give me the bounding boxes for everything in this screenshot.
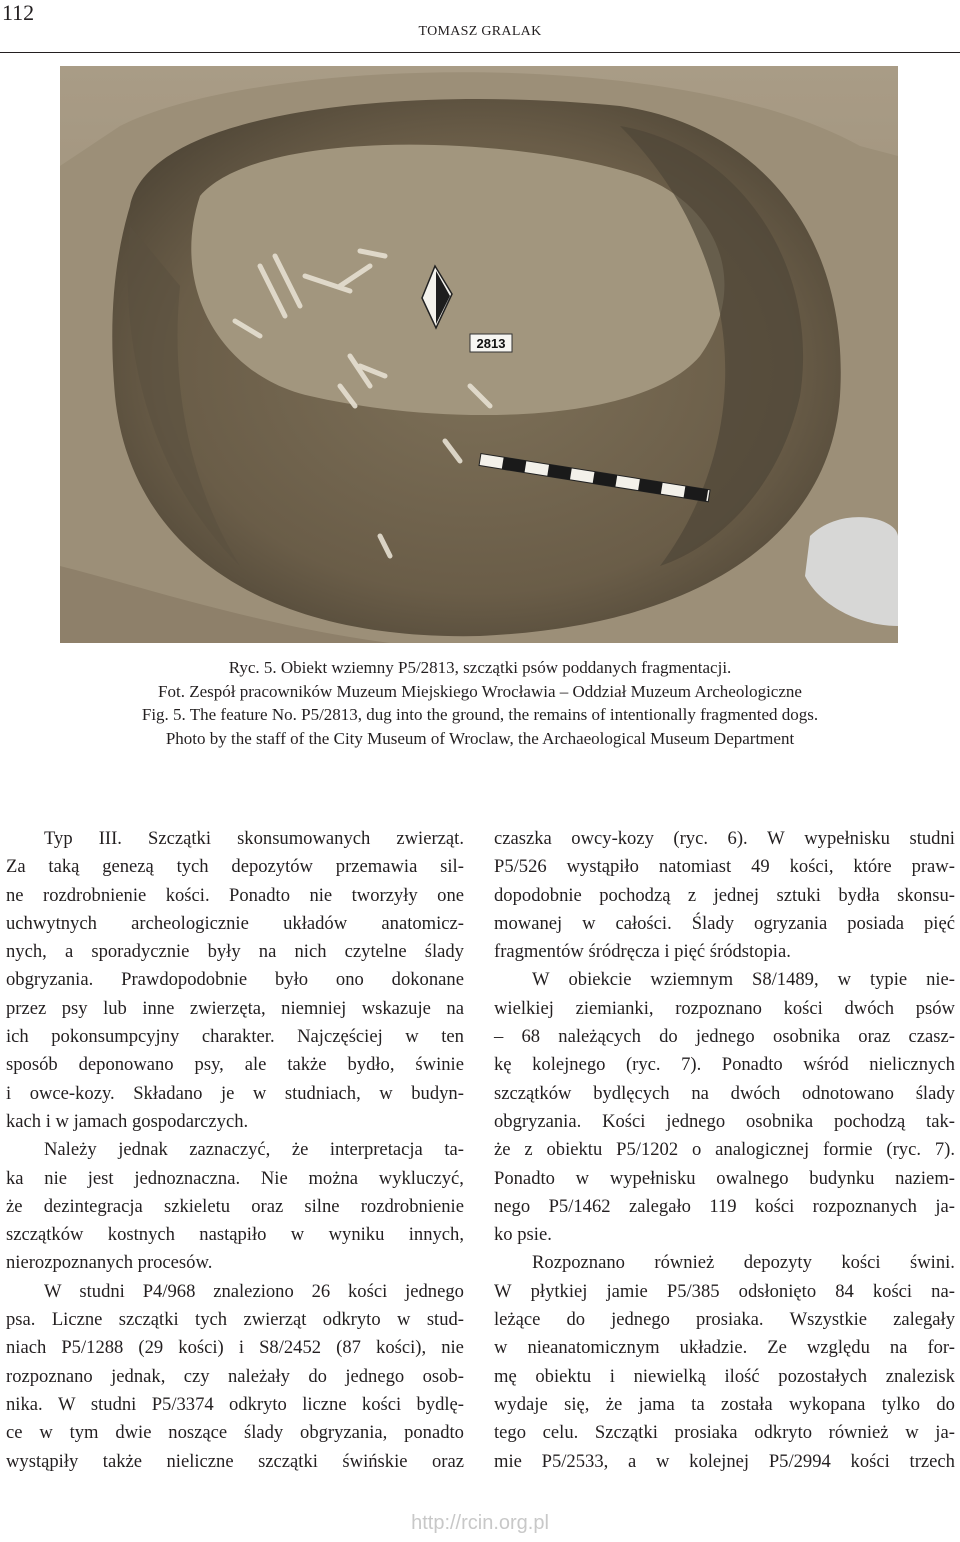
figure-caption: [40, 656, 920, 750]
text-line: Należy jednak zaznaczyć, że interpretacja ta-: [44, 1139, 464, 1161]
text-line: uchwytnych archeologicznie układów anatomicz-: [6, 912, 464, 934]
text-line: Typ III. Szczątki skonsumowanych zwierząt.: [44, 828, 464, 849]
text-line: ce w tym dwie noszące ślady obgryzania, ponadto: [6, 1422, 464, 1444]
text-line: i owce-kozy. Składano je w studniach, w budyn-: [6, 1082, 464, 1104]
photo-label: 2813: [476, 336, 506, 351]
text-line: przez psy lub inne zwierzęta, niemniej wskazuje na: [6, 997, 464, 1019]
text-line: nych, a sporadycznie były na nich czytelne ślady: [6, 941, 464, 963]
text-line: nika. W studni P5/3374 odkryto liczne kości bydlę-: [6, 1393, 464, 1415]
text-line: szczątków kostnych nastąpiło w wyniku innych,: [6, 1224, 464, 1246]
text-line: W płytkiej jamie P5/385 odsłonięto 84 kości na-: [494, 1280, 955, 1302]
text-line: ne rozdrobnienie kości. Ponadto nie tworzyły one: [6, 884, 464, 906]
running-head: TOMASZ GRALAK: [418, 24, 542, 39]
header-rule: [0, 52, 960, 53]
caption-line: Fot. Zespół pracowników Muzeum Miejskiego Wrocławia – Oddział Muzeum Archeologiczne: [158, 681, 802, 701]
caption-line: Ryc. 5. Obiekt wziemny P5/2813, szczątki psów poddanych fragmentacji.: [228, 658, 732, 677]
text-line: leżące do jednego prosiaka. Wszystkie zalegały: [494, 1309, 955, 1331]
text-line: dopodobnie pochodzą z jednej sztuki bydła skonsu-: [494, 884, 955, 906]
caption-line: Fig. 5. The feature No. P5/2813, dug into the ground, the remains of intentionally fragmented dogs.: [141, 705, 819, 724]
text-line: szczątków bydlęcych na dwóch odnotowano ślady: [494, 1082, 955, 1104]
text-line: kę kolejnego (ryc. 7). Ponadto wśród nielicznych: [494, 1054, 955, 1076]
text-line: obgryzania. Kości jednego osobnika pochodzą tak-: [494, 1110, 955, 1132]
text-line: W obiekcie wziemnym S8/1489, w typie nie-: [532, 969, 955, 991]
excavation-photo: [60, 66, 898, 643]
text-line: ko psie.: [494, 1224, 552, 1246]
text-line: Za taką genezą tych depozytów przemawia sil-: [6, 856, 464, 878]
text-line: mie P5/2533, a w kolejnej P5/2994 kości trzech: [494, 1450, 955, 1472]
text-line: kach i w jamach gospodarczych.: [6, 1110, 249, 1132]
text-line: mę obiektu i niewielką ilość pozostałych znalezisk: [494, 1365, 955, 1387]
page-number: 112: [2, 0, 35, 25]
text-line: ka nie jest jednoznaczna. Nie można wykluczyć,: [6, 1167, 464, 1189]
text-line: czaszka owcy-kozy (ryc. 6). W wypełnisku studni: [494, 828, 955, 849]
text-line: tego celu. Szczątki prosiaka odkryto również w ja-: [494, 1422, 955, 1444]
text-line: fragmentów śródręcza i pięć śródstopia.: [494, 941, 791, 963]
text-line: że dezintegracja szkieletu oraz silne rozdrobnienie: [6, 1195, 464, 1217]
text-line: Rozpoznano również depozyty kości świni.: [532, 1252, 955, 1274]
caption-line: Photo by the staff of the City Museum of Wroclaw, the Archaeological Museum Department: [165, 728, 795, 748]
text-line: niach P5/1288 (29 kości) i S8/2452 (87 kości), nie: [6, 1337, 464, 1359]
text-line: wystąpiły także nieliczne szczątki świńskie oraz: [6, 1450, 464, 1472]
body-column-left: [6, 825, 464, 1476]
text-line: wydaje się, że jama ta została wykopana tylko do: [494, 1393, 955, 1415]
text-line: sposób deponowano psy, ale także bydło, świnie: [6, 1054, 464, 1076]
text-line: nierozpoznanych procesów.: [6, 1252, 213, 1274]
text-line: w nieanatomicznym układzie. Ze względu na for-: [494, 1337, 955, 1359]
footer-url: http://rcin.org.pl: [411, 1512, 549, 1534]
text-line: mowanej w całości. Ślady ogryzania posiada pięć: [494, 912, 955, 934]
text-line: psa. Liczne szczątki tych zwierząt odkryto w stud-: [6, 1309, 464, 1331]
text-line: ich pokonsumpcyjny charakter. Najczęściej w ten: [6, 1026, 464, 1048]
text-line: rozpoznano jednak, czy należały do jednego osob-: [6, 1365, 464, 1387]
text-line: że z obiektu P5/1202 o analogicznej formie (ryc. 7).: [494, 1139, 955, 1161]
text-line: W studni P4/968 znaleziono 26 kości jednego: [44, 1280, 464, 1302]
body-column-right: [494, 825, 955, 1476]
text-line: – 68 należących do jednego osobnika oraz czasz-: [494, 1026, 955, 1048]
text-line: P5/526 wystąpiło natomiast 49 kości, które praw-: [494, 856, 955, 878]
text-line: obgryzania. Prawdopodobnie było ono dokonane: [6, 969, 464, 991]
text-line: nego P5/1462 zalegało 119 kości rozpoznanych ja-: [494, 1195, 955, 1217]
text-line: wielkiej ziemianki, rozpoznano kości dwóch psów: [494, 997, 955, 1019]
text-line: Ponadto w wypełnisku owalnego budynku naziem-: [494, 1167, 955, 1189]
